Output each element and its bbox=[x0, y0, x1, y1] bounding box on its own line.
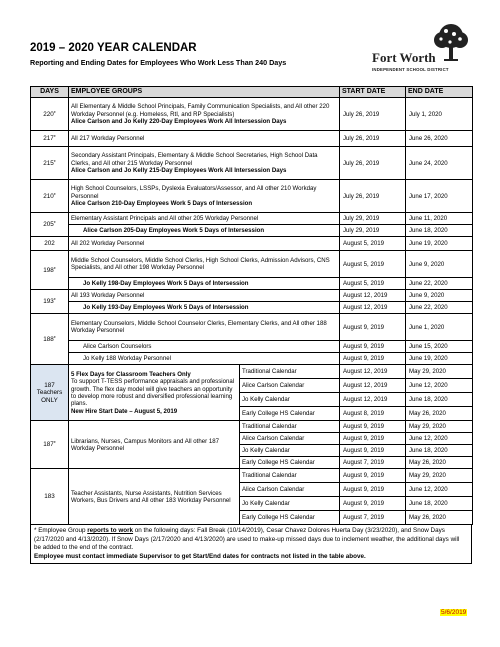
days-cell: 183 bbox=[31, 469, 69, 525]
table-row bbox=[31, 469, 473, 483]
table-header-row bbox=[31, 87, 473, 98]
col-start: START DATE bbox=[340, 87, 406, 98]
start-date: July 26, 2019 bbox=[340, 131, 406, 147]
table-row bbox=[31, 180, 473, 213]
start-date: August 5, 2019 bbox=[340, 237, 406, 251]
page-subtitle: Reporting and Ending Dates for Employees Who Work Less Than 240 Days bbox=[30, 58, 287, 67]
end-date: May 29, 2020 bbox=[406, 365, 473, 379]
end-date: June 1, 2020 bbox=[406, 314, 473, 341]
group-cell: Jo Kelly 198-Day Employees Work 5 Days of Intersession bbox=[69, 278, 340, 290]
calendar-name: Early College HS Calendar bbox=[240, 511, 340, 525]
start-date: August 8, 2019 bbox=[340, 407, 406, 421]
end-date: June 24, 2020 bbox=[406, 147, 473, 180]
table-row bbox=[31, 365, 473, 379]
end-date: May 26, 2020 bbox=[406, 457, 473, 469]
group-cell: Alice Carlson Counselors bbox=[69, 341, 340, 353]
days-cell: 188* bbox=[31, 314, 69, 365]
end-date: May 29, 2020 bbox=[406, 469, 473, 483]
start-date: August 12, 2019 bbox=[340, 302, 406, 314]
table-row bbox=[31, 314, 473, 341]
days-cell: 198* bbox=[31, 251, 69, 290]
days-cell: 215* bbox=[31, 147, 69, 180]
end-date: May 29, 2020 bbox=[406, 421, 473, 433]
group-cell: Alice Carlson 205-Day Employees Work 5 Days of Intersession bbox=[69, 225, 340, 237]
start-date: August 9, 2019 bbox=[340, 433, 406, 445]
table-row bbox=[31, 237, 473, 251]
group-cell: Elementary Assistant Principals and All other 205 Workday Personnel bbox=[69, 213, 340, 225]
start-date: August 9, 2019 bbox=[340, 353, 406, 365]
calendar-name: Traditional Calendar bbox=[240, 421, 340, 433]
table-row bbox=[31, 131, 473, 147]
end-date: June 19, 2020 bbox=[406, 237, 473, 251]
table-row bbox=[31, 353, 473, 365]
start-date: July 26, 2019 bbox=[340, 147, 406, 180]
start-date: August 9, 2019 bbox=[340, 341, 406, 353]
days-cell: 187 Teachers ONLY bbox=[31, 365, 69, 421]
start-date: August 9, 2019 bbox=[340, 483, 406, 497]
start-date: August 12, 2019 bbox=[340, 365, 406, 379]
end-date: June 26, 2020 bbox=[406, 131, 473, 147]
calendar-name: Early College HS Calendar bbox=[240, 457, 340, 469]
reports-to-work-text: reports to work bbox=[87, 527, 134, 535]
days-cell: 187* bbox=[31, 421, 69, 469]
calendar-name: Traditional Calendar bbox=[240, 365, 340, 379]
date-stamp: 5/6/2019 bbox=[441, 609, 467, 616]
group-cell: Middle School Counselors, Middle School Clerks, High School Clerks, Admission Advisors, CNS Specialists, and All other 198 Workday Personnel bbox=[69, 251, 340, 278]
table-row bbox=[31, 341, 473, 353]
table-row bbox=[31, 98, 473, 131]
start-date: August 12, 2019 bbox=[340, 290, 406, 302]
start-date: July 29, 2019 bbox=[340, 213, 406, 225]
calendar-name: Early College HS Calendar bbox=[240, 407, 340, 421]
group-cell: Secondary Assistant Principals, Elementary & Middle School Secretaries, High School Data Clerks, and All other 215 Workday Personnel Alice Carlson and Jo Kelly 215-Day Employees Work All Intersession Days bbox=[69, 147, 340, 180]
calendar-name: Alice Carlson Calendar bbox=[240, 433, 340, 445]
group-cell: Librarians, Nurses, Campus Monitors and All other 187 Workday Personnel bbox=[69, 421, 240, 469]
logo-district: INDEPENDENT SCHOOL DISTRICT bbox=[372, 67, 449, 72]
group-cell: All Elementary & Middle School Principals, Family Communication Specialists, and All other 220 Workday Personnel (e.g. Homeless, RtI, and RP Specialists) Alice Carlson and Jo Kelly 220-Day Employees Work All Intersession Days bbox=[69, 98, 340, 131]
group-cell: High School Counselors, LSSPs, Dyslexia Evaluators/Assessor, and All other 210 Workday Personnel Alice Carlson 210-Day Employees Work 5 Days of Intersession bbox=[69, 180, 340, 213]
start-date: August 12, 2019 bbox=[340, 393, 406, 407]
start-date: August 9, 2019 bbox=[340, 314, 406, 341]
days-cell: 217* bbox=[31, 131, 69, 147]
group-cell: 5 Flex Days for Classroom Teachers Only To support T-TESS performance appraisals and professional growth. The flex day model will give teachers an opportunity to develop more robust and diversified professional learning plans. New Hire Start Date – August 5, 2019 bbox=[69, 365, 240, 421]
calendar-name: Alice Carlson Calendar bbox=[240, 483, 340, 497]
footnote-bold: Employee must contact immediate Supervisor to get Start/End dates for contracts not listed in the table above. bbox=[34, 552, 366, 560]
end-date: June 22, 2020 bbox=[406, 278, 473, 290]
table-row bbox=[31, 278, 473, 290]
calendar-page bbox=[30, 20, 472, 564]
table-row bbox=[31, 421, 473, 433]
days-cell: 220* bbox=[31, 98, 69, 131]
group-cell: All 193 Workday Personnel bbox=[69, 290, 340, 302]
end-date: May 26, 2020 bbox=[406, 407, 473, 421]
start-date: August 7, 2019 bbox=[340, 457, 406, 469]
table-row bbox=[31, 251, 473, 278]
days-cell: 210* bbox=[31, 180, 69, 213]
end-date: June 12, 2020 bbox=[406, 379, 473, 393]
header bbox=[30, 20, 472, 82]
start-date: July 29, 2019 bbox=[340, 225, 406, 237]
end-date: June 18, 2020 bbox=[406, 225, 473, 237]
col-groups: EMPLOYEE GROUPS bbox=[69, 87, 340, 98]
footnote: * Employee Group reports to work on the following days: Fall Break (10/14/2019), Cesar Chavez Dolores Huerta Day (3/23/2020), and Snow Days (2/17/2020 and 4/13/2020). If Snow Days (2/17/2020 and 4/13/2020) are used to make-up missed days due to inclement weather, the additional days will be added to the end of the contract. Employee must contact immediate Supervisor to get Start/End dates for contracts not listed in the table above. bbox=[30, 525, 472, 564]
days-cell: 205* bbox=[31, 213, 69, 237]
start-date: August 9, 2019 bbox=[340, 445, 406, 457]
start-date: August 5, 2019 bbox=[340, 251, 406, 278]
calendar-name: Jo Kelly Calendar bbox=[240, 497, 340, 511]
tree-icon bbox=[432, 22, 470, 66]
group-cell: Jo Kelly 193-Day Employees Work 5 Days of Intersession bbox=[69, 302, 340, 314]
end-date: May 26, 2020 bbox=[406, 511, 473, 525]
logo-name: Fort Worth bbox=[372, 50, 436, 65]
table-row bbox=[31, 290, 473, 302]
table-row bbox=[31, 225, 473, 237]
calendar-name: Traditional Calendar bbox=[240, 469, 340, 483]
end-date: July 1, 2020 bbox=[406, 98, 473, 131]
group-cell: Teacher Assistants, Nurse Assistants, Nutrition Services Workers, Bus Drivers and All other 183 Workday Personnel bbox=[69, 469, 240, 525]
end-date: June 9, 2020 bbox=[406, 290, 473, 302]
start-date: August 12, 2019 bbox=[340, 379, 406, 393]
start-date: August 9, 2019 bbox=[340, 469, 406, 483]
days-cell: 202 bbox=[31, 237, 69, 251]
page-title: 2019 – 2020 YEAR CALENDAR bbox=[30, 42, 197, 54]
col-end: END DATE bbox=[406, 87, 473, 98]
district-logo bbox=[372, 20, 472, 82]
end-date: June 12, 2020 bbox=[406, 483, 473, 497]
start-date: August 9, 2019 bbox=[340, 421, 406, 433]
end-date: June 9, 2020 bbox=[406, 251, 473, 278]
calendar-name: Jo Kelly Calendar bbox=[240, 393, 340, 407]
group-cell: Elementary Counselors, Middle School Counselor Clerks, Elementary Clerks, and All other 188 Workday Personnel bbox=[69, 314, 340, 341]
start-date: August 5, 2019 bbox=[340, 278, 406, 290]
table-row bbox=[31, 213, 473, 225]
table-row bbox=[31, 302, 473, 314]
end-date: June 18, 2020 bbox=[406, 393, 473, 407]
group-cell: All 217 Workday Personnel bbox=[69, 131, 340, 147]
table-row bbox=[31, 147, 473, 180]
group-cell: Jo Kelly 188 Workday Personnel bbox=[69, 353, 340, 365]
end-date: June 18, 2020 bbox=[406, 445, 473, 457]
start-date: August 9, 2019 bbox=[340, 497, 406, 511]
calendar-name: Alice Carlson Calendar bbox=[240, 379, 340, 393]
start-date: August 7, 2019 bbox=[340, 511, 406, 525]
col-days: DAYS bbox=[31, 87, 69, 98]
end-date: June 22, 2020 bbox=[406, 302, 473, 314]
start-date: July 26, 2019 bbox=[340, 98, 406, 131]
start-date: July 26, 2019 bbox=[340, 180, 406, 213]
days-cell: 193* bbox=[31, 290, 69, 314]
end-date: June 18, 2020 bbox=[406, 497, 473, 511]
end-date: June 17, 2020 bbox=[406, 180, 473, 213]
calendar-name: Jo Kelly Calendar bbox=[240, 445, 340, 457]
end-date: June 11, 2020 bbox=[406, 213, 473, 225]
calendar-table bbox=[30, 86, 473, 525]
group-cell: All 202 Workday Personnel bbox=[69, 237, 340, 251]
end-date: June 15, 2020 bbox=[406, 341, 473, 353]
end-date: June 19, 2020 bbox=[406, 353, 473, 365]
end-date: June 12, 2020 bbox=[406, 433, 473, 445]
